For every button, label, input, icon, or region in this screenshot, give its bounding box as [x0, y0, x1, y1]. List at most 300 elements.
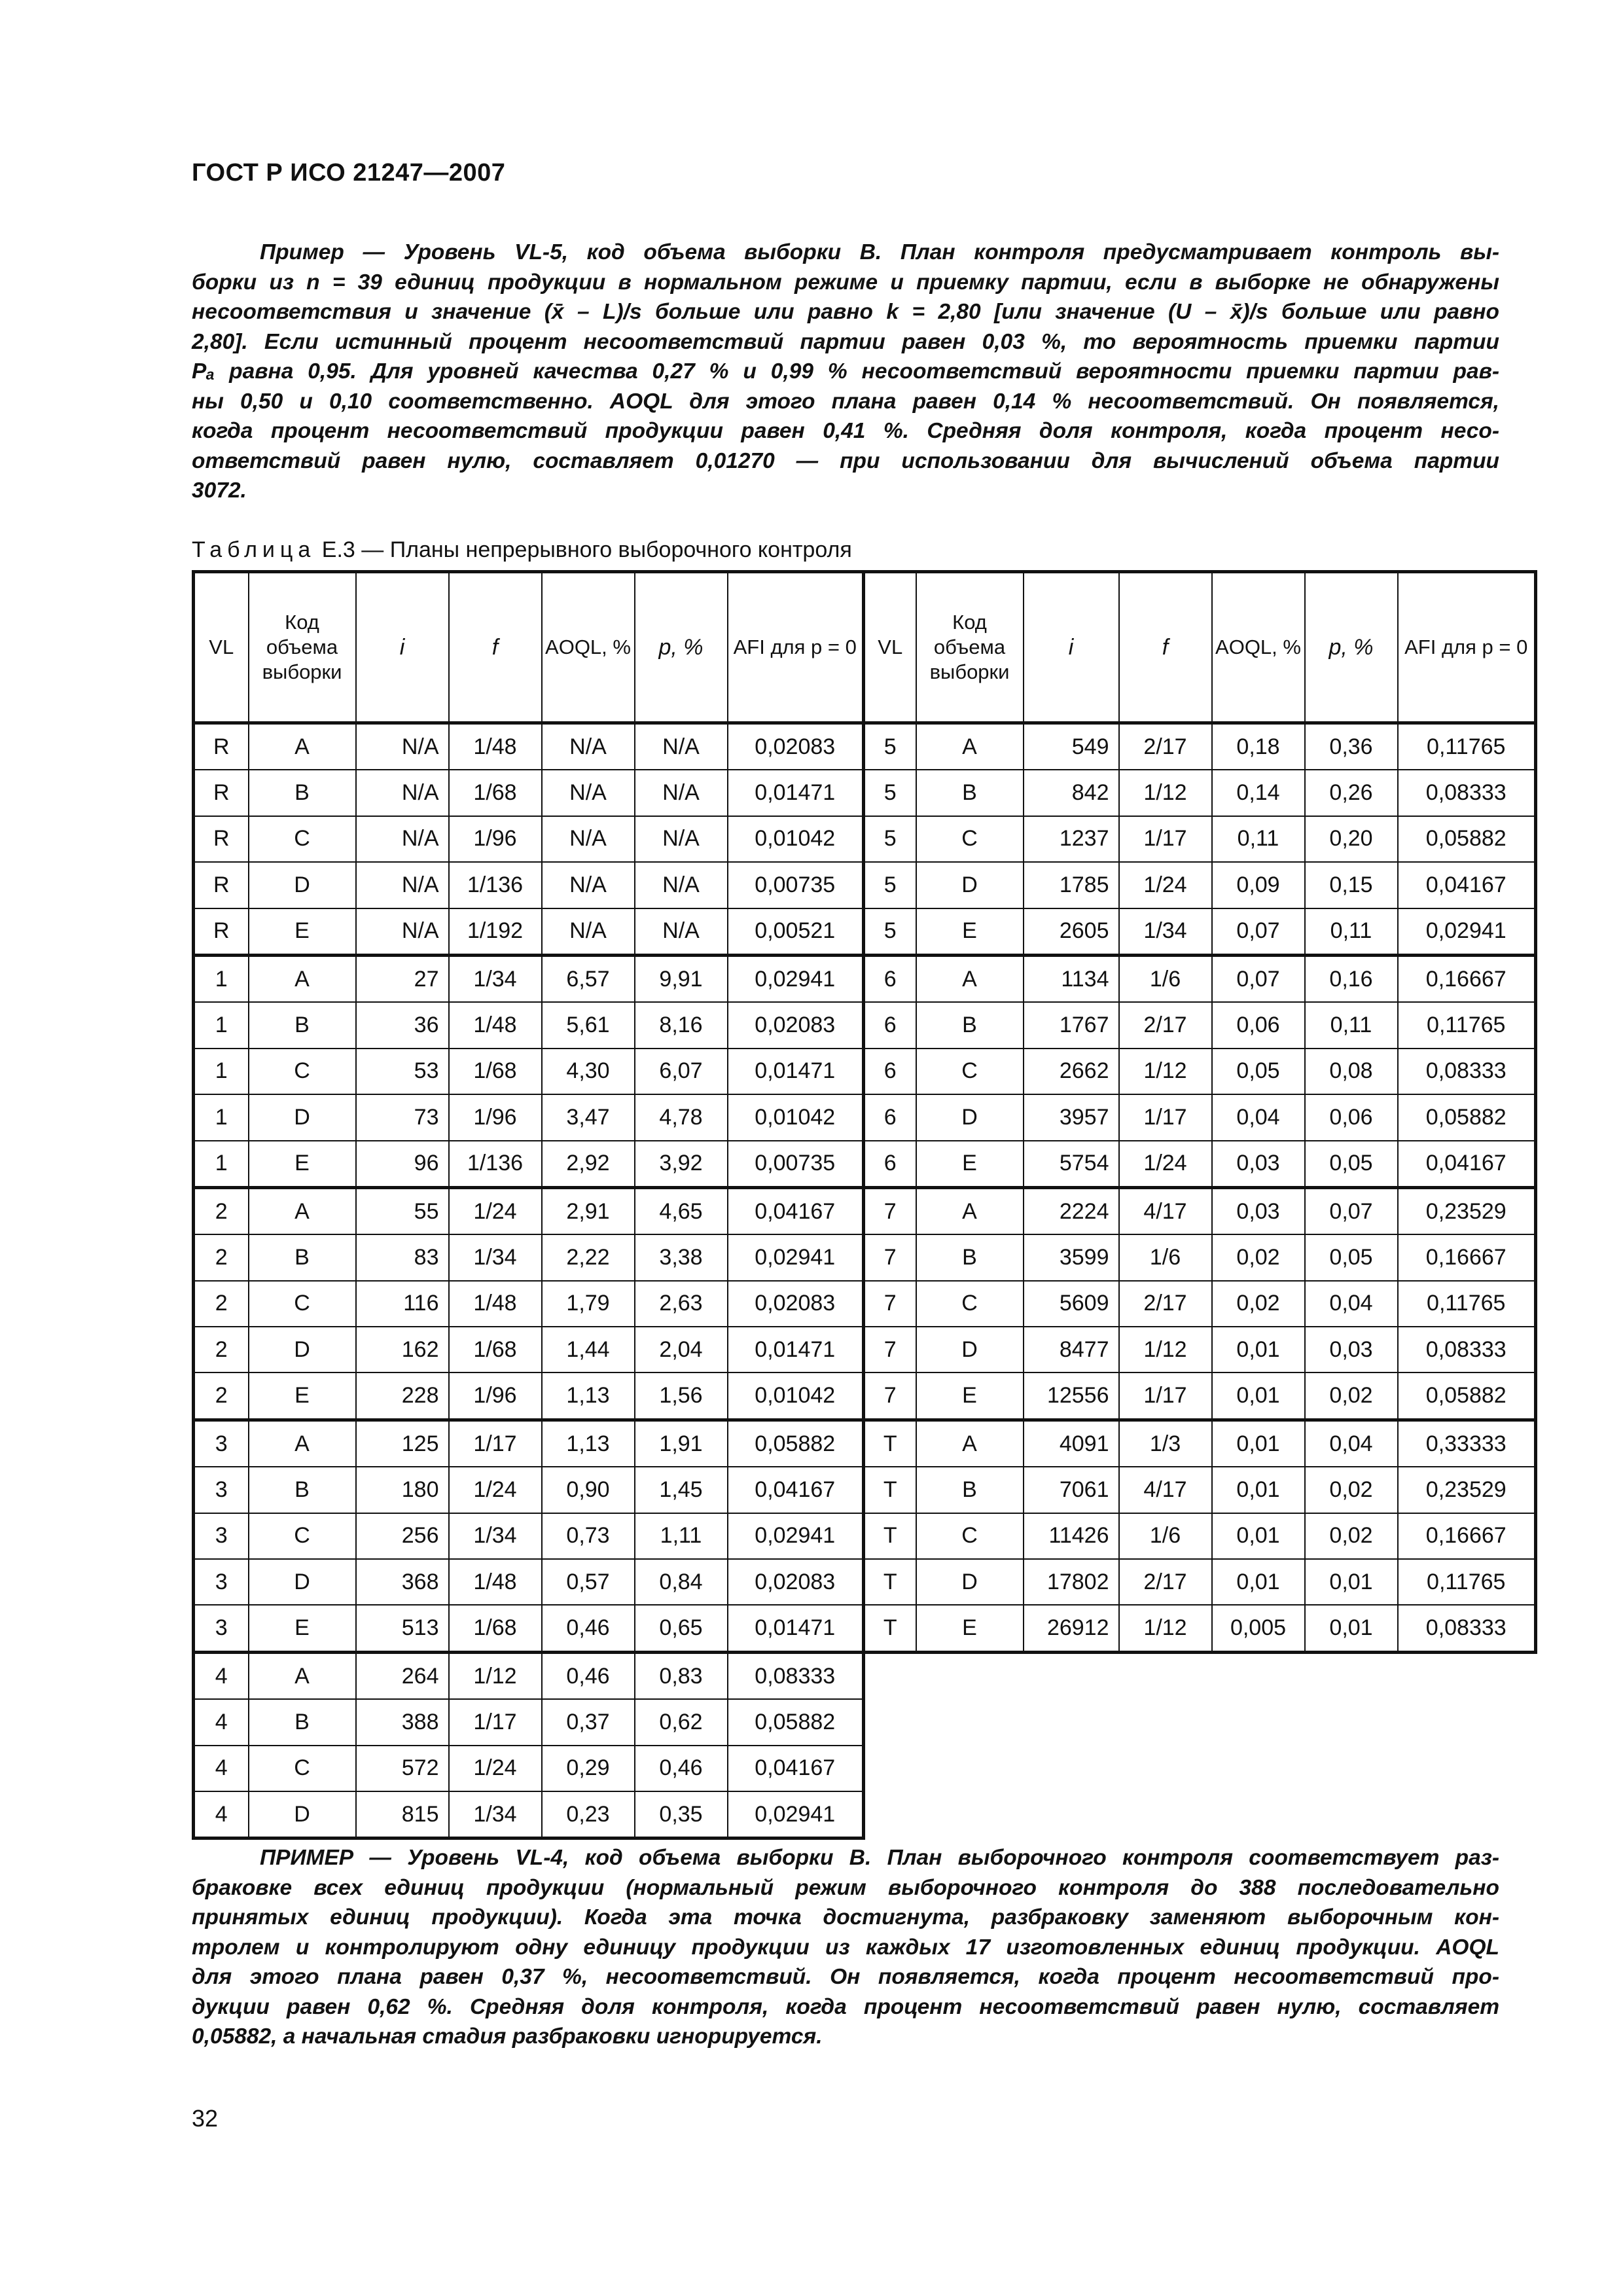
cell-aoql: 0,02 [1212, 1281, 1305, 1327]
cell-aoql: 6,57 [542, 955, 635, 1002]
cell-f: 1/48 [449, 1559, 542, 1605]
cell-f: 1/68 [449, 1327, 542, 1372]
cell-afi: 0,11765 [1398, 723, 1536, 770]
example-top-paragraph [192, 238, 1499, 506]
cell-aoql: 1,44 [542, 1327, 635, 1372]
cell-aoql: 0,01 [1212, 1559, 1305, 1605]
cell-i: 1785 [1024, 862, 1119, 908]
cell-vl: 3 [194, 1420, 249, 1467]
example-bottom-line: дукции равен 0,62 %. Средняя доля контроля, когда процент несоответствий равен нулю, составляет [192, 1994, 1499, 2019]
table-caption-text: Е.3 — Планы непрерывного выборочного контроля [321, 537, 852, 562]
cell-i: 17802 [1024, 1559, 1119, 1605]
header-vl: VL [194, 572, 249, 723]
cell-p: 0,84 [635, 1559, 728, 1605]
cell-aoql: 0,01 [1212, 1420, 1305, 1467]
cell-vl: 2 [194, 1187, 249, 1234]
cell-afi: 0,01471 [728, 1605, 864, 1652]
cell-i: N/A [356, 862, 449, 908]
example-bottom-line: 0,05882, а начальная стадия разбраковки игнорируется. [192, 2024, 823, 2049]
cell-i: 83 [356, 1234, 449, 1280]
cell-code: A [249, 1652, 356, 1699]
cell-afi: 0,16667 [1398, 955, 1536, 1002]
header-code: Код объема выборки [249, 572, 356, 723]
cell-p: 0,11 [1305, 1002, 1398, 1048]
table-row [194, 1372, 1536, 1420]
cell-f: 1/48 [449, 723, 542, 770]
cell-vl: 5 [864, 816, 916, 862]
cell-vl: 5 [864, 908, 916, 956]
cell-i: 96 [356, 1141, 449, 1188]
cell-vl: R [194, 816, 249, 862]
header-vl: VL [864, 572, 916, 723]
cell-vl: 7 [864, 1234, 916, 1280]
cell-afi: 0,04167 [728, 1467, 864, 1513]
cell-vl: 4 [194, 1652, 249, 1699]
cell-p: 4,78 [635, 1094, 728, 1140]
cell-f: 1/34 [449, 1513, 542, 1559]
cell-p: 6,07 [635, 1049, 728, 1094]
cell-i: 815 [356, 1791, 449, 1839]
cell-f: 1/68 [449, 1049, 542, 1094]
header-i: i [356, 572, 449, 723]
cell-i: 368 [356, 1559, 449, 1605]
cell-p: 0,03 [1305, 1327, 1398, 1372]
cell-f: 1/17 [1119, 816, 1212, 862]
cell-f: 1/24 [449, 1467, 542, 1513]
cell-aoql: 0,01 [1212, 1327, 1305, 1372]
table-row [194, 723, 1536, 770]
cell-aoql: 2,22 [542, 1234, 635, 1280]
table-row [194, 1605, 1536, 1652]
cell-f: 1/24 [449, 1746, 542, 1791]
example-top-line: 3072. [192, 478, 247, 503]
cell-i: 549 [1024, 723, 1119, 770]
cell-p: N/A [635, 770, 728, 816]
cell-afi: 0,23529 [1398, 1187, 1536, 1234]
cell-code: C [249, 1281, 356, 1327]
cell-code: B [249, 1002, 356, 1048]
cell-aoql: 0,46 [542, 1652, 635, 1699]
example-bottom-line: принятых единиц продукции). Когда эта точка достигнута, разбраковку заменяют выборочным кон- [192, 1905, 1499, 1929]
cell-i: 388 [356, 1699, 449, 1745]
cell-vl: 3 [194, 1605, 249, 1652]
cell-vl: 6 [864, 1002, 916, 1048]
cell-i: 116 [356, 1281, 449, 1327]
cell-p: N/A [635, 723, 728, 770]
cell-aoql: 5,61 [542, 1002, 635, 1048]
cell-p: 0,06 [1305, 1094, 1398, 1140]
cell-i: 5754 [1024, 1141, 1119, 1188]
cell-code: B [249, 1467, 356, 1513]
cell-vl: 2 [194, 1281, 249, 1327]
cell-vl: 7 [864, 1187, 916, 1234]
cell-vl: T [864, 1605, 916, 1652]
cell-aoql: 0,06 [1212, 1002, 1305, 1048]
sampling-plans-table [192, 570, 1537, 1840]
cell-p: 1,91 [635, 1420, 728, 1467]
cell-aoql: 2,92 [542, 1141, 635, 1188]
cell-f: 1/6 [1119, 955, 1212, 1002]
cell-afi: 0,01471 [728, 1049, 864, 1094]
cell-f: 2/17 [1119, 723, 1212, 770]
cell-afi: 0,33333 [1398, 1420, 1536, 1467]
cell-f: 1/96 [449, 1372, 542, 1420]
cell-code: C [249, 1513, 356, 1559]
cell-p: 0,20 [1305, 816, 1398, 862]
table-row [194, 1327, 1536, 1372]
cell-afi: 0,02083 [728, 1281, 864, 1327]
cell-afi: 0,02941 [728, 1234, 864, 1280]
example-top-line: несоответствия и значение (x̄ – L)/s больше или равно k = 2,80 [или значение (U – x̄)/s больше или равно [192, 300, 1499, 324]
cell-code: D [916, 862, 1024, 908]
empty-cell [864, 1746, 1536, 1791]
cell-p: 0,62 [635, 1699, 728, 1745]
cell-code: D [249, 1094, 356, 1140]
cell-afi: 0,04167 [1398, 1141, 1536, 1188]
cell-vl: 4 [194, 1746, 249, 1791]
cell-f: 2/17 [1119, 1559, 1212, 1605]
cell-i: 5609 [1024, 1281, 1119, 1327]
example-bottom-paragraph [192, 1843, 1499, 2052]
table-row [194, 1746, 1536, 1791]
cell-vl: 4 [194, 1791, 249, 1839]
cell-f: 1/17 [1119, 1094, 1212, 1140]
cell-i: 180 [356, 1467, 449, 1513]
table-row [194, 955, 1536, 1002]
cell-i: 162 [356, 1327, 449, 1372]
cell-afi: 0,04167 [728, 1187, 864, 1234]
cell-f: 4/17 [1119, 1467, 1212, 1513]
example-top-line: когда процент несоответствий продукции равен 0,41 %. Средняя доля контроля, когда процент несо- [192, 419, 1499, 443]
cell-vl: 5 [864, 770, 916, 816]
cell-code: A [916, 1420, 1024, 1467]
cell-p: 2,04 [635, 1327, 728, 1372]
cell-vl: 7 [864, 1281, 916, 1327]
cell-code: C [916, 1049, 1024, 1094]
table-row [194, 862, 1536, 908]
table-row [194, 1234, 1536, 1280]
cell-p: 4,65 [635, 1187, 728, 1234]
cell-vl: 1 [194, 1049, 249, 1094]
cell-code: A [249, 1187, 356, 1234]
cell-p: 0,35 [635, 1791, 728, 1839]
header-p: p, % [635, 572, 728, 723]
cell-p: 0,02 [1305, 1372, 1398, 1420]
cell-aoql: N/A [542, 862, 635, 908]
cell-p: 1,11 [635, 1513, 728, 1559]
cell-i: 1134 [1024, 955, 1119, 1002]
header-code: Код объема выборки [916, 572, 1024, 723]
cell-p: 0,04 [1305, 1420, 1398, 1467]
cell-code: B [916, 1002, 1024, 1048]
cell-code: B [249, 1699, 356, 1745]
cell-afi: 0,00735 [728, 1141, 864, 1188]
cell-vl: 5 [864, 723, 916, 770]
cell-p: 0,15 [1305, 862, 1398, 908]
cell-f: 1/24 [449, 1187, 542, 1234]
cell-p: 0,05 [1305, 1234, 1398, 1280]
cell-afi: 0,01042 [728, 1094, 864, 1140]
cell-aoql: 1,13 [542, 1372, 635, 1420]
table-header-row [194, 572, 1536, 723]
cell-afi: 0,11765 [1398, 1559, 1536, 1605]
cell-i: 12556 [1024, 1372, 1119, 1420]
cell-i: 572 [356, 1746, 449, 1791]
cell-code: C [249, 1746, 356, 1791]
cell-code: C [249, 1049, 356, 1094]
cell-code: A [916, 955, 1024, 1002]
cell-aoql: 0,37 [542, 1699, 635, 1745]
empty-cell [864, 1791, 1536, 1839]
cell-afi: 0,16667 [1398, 1234, 1536, 1280]
header-f: f [1119, 572, 1212, 723]
cell-vl: R [194, 908, 249, 956]
table-row [194, 1699, 1536, 1745]
cell-aoql: 0,73 [542, 1513, 635, 1559]
cell-f: 1/24 [1119, 1141, 1212, 1188]
cell-code: D [916, 1327, 1024, 1372]
cell-f: 1/12 [1119, 1049, 1212, 1094]
cell-f: 1/68 [449, 770, 542, 816]
cell-vl: 2 [194, 1234, 249, 1280]
cell-code: E [916, 1372, 1024, 1420]
cell-p: 0,65 [635, 1605, 728, 1652]
cell-vl: R [194, 862, 249, 908]
table-row [194, 1281, 1536, 1327]
cell-vl: 6 [864, 1094, 916, 1140]
cell-f: 1/96 [449, 1094, 542, 1140]
cell-code: D [249, 1327, 356, 1372]
cell-i: N/A [356, 816, 449, 862]
table-row [194, 1420, 1536, 1467]
cell-aoql: 1,13 [542, 1420, 635, 1467]
cell-f: 1/136 [449, 862, 542, 908]
cell-aoql: 4,30 [542, 1049, 635, 1094]
cell-p: 1,45 [635, 1467, 728, 1513]
cell-i: 36 [356, 1002, 449, 1048]
cell-vl: 3 [194, 1559, 249, 1605]
cell-aoql: N/A [542, 770, 635, 816]
table-row [194, 1187, 1536, 1234]
cell-i: 1237 [1024, 816, 1119, 862]
cell-p: 3,92 [635, 1141, 728, 1188]
cell-code: B [916, 1234, 1024, 1280]
cell-aoql: N/A [542, 908, 635, 956]
cell-code: A [916, 1187, 1024, 1234]
cell-p: 0,07 [1305, 1187, 1398, 1234]
cell-afi: 0,08333 [1398, 1049, 1536, 1094]
table-row [194, 1559, 1536, 1605]
cell-code: C [916, 1513, 1024, 1559]
cell-p: N/A [635, 908, 728, 956]
cell-p: 0,01 [1305, 1605, 1398, 1652]
cell-code: E [249, 1605, 356, 1652]
cell-i: 513 [356, 1605, 449, 1652]
cell-p: 0,01 [1305, 1559, 1398, 1605]
cell-p: 0,02 [1305, 1467, 1398, 1513]
cell-code: B [916, 1467, 1024, 1513]
cell-code: D [916, 1559, 1024, 1605]
cell-aoql: N/A [542, 816, 635, 862]
cell-afi: 0,02083 [728, 1559, 864, 1605]
cell-f: 1/12 [1119, 770, 1212, 816]
header-aoql: AOQL, % [1212, 572, 1305, 723]
cell-vl: 7 [864, 1372, 916, 1420]
header-i: i [1024, 572, 1119, 723]
cell-vl: R [194, 723, 249, 770]
cell-code: D [249, 862, 356, 908]
cell-p: 1,56 [635, 1372, 728, 1420]
cell-aoql: 0,05 [1212, 1049, 1305, 1094]
cell-afi: 0,02941 [728, 1513, 864, 1559]
cell-afi: 0,08333 [1398, 1327, 1536, 1372]
example-bottom-line: тролем и контролируют одну единицу продукции из каждых 17 изготовленных единиц продукции. AOQL [192, 1935, 1499, 1960]
cell-i: 256 [356, 1513, 449, 1559]
cell-p: 0,26 [1305, 770, 1398, 816]
cell-vl: 6 [864, 955, 916, 1002]
table-row [194, 1002, 1536, 1048]
cell-i: 7061 [1024, 1467, 1119, 1513]
example-top-line: Pₐ равна 0,95. Для уровней качества 0,27 % и 0,99 % несоответствий вероятности приемки партии рав- [192, 359, 1499, 384]
table-row [194, 1652, 1536, 1699]
cell-code: C [916, 1281, 1024, 1327]
cell-code: A [249, 723, 356, 770]
cell-afi: 0,05882 [728, 1420, 864, 1467]
cell-f: 1/34 [449, 955, 542, 1002]
cell-i: 53 [356, 1049, 449, 1094]
example-top-line: 2,80]. Если истинный процент несоответствий партии равен 0,03 %, то вероятность приемки партии [192, 329, 1499, 354]
cell-f: 1/3 [1119, 1420, 1212, 1467]
cell-p: N/A [635, 816, 728, 862]
cell-i: 8477 [1024, 1327, 1119, 1372]
table-row [194, 770, 1536, 816]
cell-vl: 6 [864, 1049, 916, 1094]
cell-afi: 0,05882 [1398, 1094, 1536, 1140]
cell-code: B [249, 1234, 356, 1280]
cell-f: 2/17 [1119, 1281, 1212, 1327]
cell-code: D [249, 1559, 356, 1605]
cell-aoql: 0,02 [1212, 1234, 1305, 1280]
cell-f: 2/17 [1119, 1002, 1212, 1048]
example-top-line: ны 0,50 и 0,10 соответственно. AOQL для этого плана равен 0,14 % несоответствий. Он появляется, [192, 389, 1499, 414]
example-bottom-line: ПРИМЕР — Уровень VL-4, код объема выборки B. План выборочного контроля соответствует раз- [260, 1846, 1499, 1870]
cell-aoql: 0,29 [542, 1746, 635, 1791]
cell-f: 1/6 [1119, 1513, 1212, 1559]
cell-afi: 0,02941 [1398, 908, 1536, 956]
example-bottom-line: для этого плана равен 0,37 %, несоответствий. Он появляется, когда процент несоответствий про- [192, 1965, 1499, 1989]
cell-code: E [916, 1605, 1024, 1652]
example-top-line: Пример — Уровень VL-5, код объема выборки B. План контроля предусматривает контроль вы- [260, 240, 1499, 264]
cell-i: 55 [356, 1187, 449, 1234]
cell-i: 1767 [1024, 1002, 1119, 1048]
cell-aoql: 0,01 [1212, 1467, 1305, 1513]
cell-p: 0,11 [1305, 908, 1398, 956]
table-row [194, 1141, 1536, 1188]
cell-p: 0,02 [1305, 1513, 1398, 1559]
cell-vl: 2 [194, 1372, 249, 1420]
cell-code: E [916, 1141, 1024, 1188]
cell-aoql: 0,005 [1212, 1605, 1305, 1652]
cell-aoql: 0,03 [1212, 1187, 1305, 1234]
cell-afi: 0,00735 [728, 862, 864, 908]
cell-aoql: 0,03 [1212, 1141, 1305, 1188]
cell-vl: 6 [864, 1141, 916, 1188]
cell-p: N/A [635, 862, 728, 908]
cell-f: 1/192 [449, 908, 542, 956]
cell-p: 2,63 [635, 1281, 728, 1327]
header-p: p, % [1305, 572, 1398, 723]
cell-f: 1/34 [449, 1791, 542, 1839]
cell-i: 2605 [1024, 908, 1119, 956]
cell-vl: R [194, 770, 249, 816]
document-header: ГОСТ Р ИСО 21247—2007 [192, 159, 506, 187]
cell-code: E [916, 908, 1024, 956]
example-bottom-line: браковке всех единиц продукции (нормальный режим выборочного контроля до 388 последовательно [192, 1875, 1499, 1900]
table-row [194, 816, 1536, 862]
cell-afi: 0,01042 [728, 1372, 864, 1420]
cell-f: 1/68 [449, 1605, 542, 1652]
cell-code: E [249, 1141, 356, 1188]
cell-aoql: 0,07 [1212, 908, 1305, 956]
cell-i: N/A [356, 770, 449, 816]
cell-i: 842 [1024, 770, 1119, 816]
cell-vl: T [864, 1559, 916, 1605]
table-row [194, 1467, 1536, 1513]
cell-i: 26912 [1024, 1605, 1119, 1652]
cell-afi: 0,08333 [1398, 770, 1536, 816]
empty-cell [864, 1699, 1536, 1745]
cell-f: 1/17 [1119, 1372, 1212, 1420]
cell-i: 11426 [1024, 1513, 1119, 1559]
header-f: f [449, 572, 542, 723]
cell-i: 125 [356, 1420, 449, 1467]
table-row [194, 1513, 1536, 1559]
cell-afi: 0,02941 [728, 1791, 864, 1839]
cell-afi: 0,08333 [1398, 1605, 1536, 1652]
cell-p: 0,04 [1305, 1281, 1398, 1327]
cell-f: 1/6 [1119, 1234, 1212, 1280]
cell-p: 0,08 [1305, 1049, 1398, 1094]
header-afi: AFI для p = 0 [1398, 572, 1536, 723]
cell-i: 27 [356, 955, 449, 1002]
cell-f: 1/17 [449, 1420, 542, 1467]
cell-aoql: 0,01 [1212, 1513, 1305, 1559]
cell-i: N/A [356, 723, 449, 770]
cell-aoql: 0,07 [1212, 955, 1305, 1002]
table-caption [192, 537, 852, 563]
cell-afi: 0,01471 [728, 1327, 864, 1372]
table-row [194, 1049, 1536, 1094]
page-number: 32 [192, 2105, 219, 2132]
cell-p: 9,91 [635, 955, 728, 1002]
cell-i: 2662 [1024, 1049, 1119, 1094]
cell-aoql: 2,91 [542, 1187, 635, 1234]
cell-f: 1/34 [1119, 908, 1212, 956]
cell-i: 2224 [1024, 1187, 1119, 1234]
cell-afi: 0,02941 [728, 955, 864, 1002]
cell-p: 0,16 [1305, 955, 1398, 1002]
cell-vl: 3 [194, 1513, 249, 1559]
cell-f: 1/12 [1119, 1605, 1212, 1652]
cell-f: 4/17 [1119, 1187, 1212, 1234]
cell-vl: T [864, 1513, 916, 1559]
cell-afi: 0,16667 [1398, 1513, 1536, 1559]
header-aoql: AOQL, % [542, 572, 635, 723]
cell-aoql: 0,09 [1212, 862, 1305, 908]
cell-i: 264 [356, 1652, 449, 1699]
cell-vl: 2 [194, 1327, 249, 1372]
table-row [194, 1791, 1536, 1839]
